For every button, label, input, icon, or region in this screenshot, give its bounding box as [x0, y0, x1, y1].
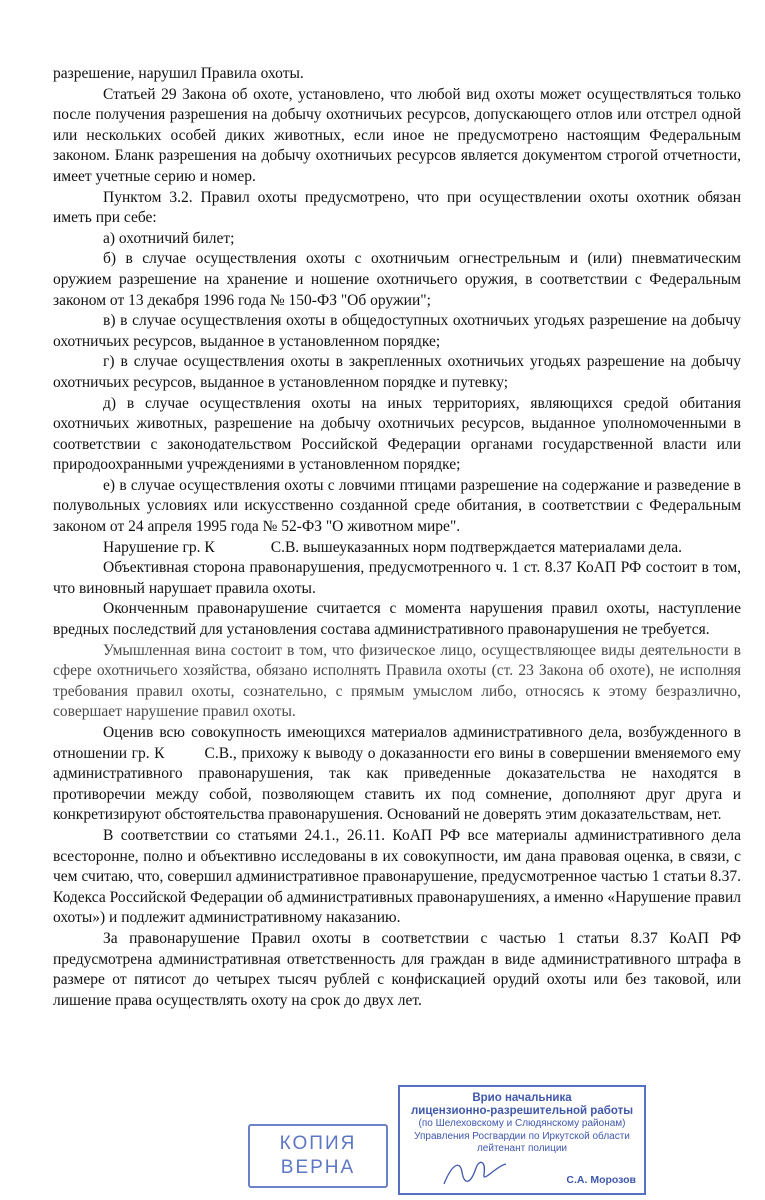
list-item-d: д) в случае осуществления охоты на иных территориях, являющихся средой обитания охотничьих животных, разрешение на добычу охотничьих ресурсов, выданное уполномоченными в соответствии с законодательством Российской Федерации органами государственной власти или природоохранными учреждениями в установленном порядке; — [53, 394, 741, 474]
stamp-line4: Управления Росгвардии по Иркутской области — [414, 1130, 630, 1142]
list-item-e: е) в случае осуществления охоты с ловчими птицами разрешение на содержание и разведение в полувольных условиях или искусственно созданной среде обитания, в соответствии с Федеральным законом от 24 апреля 1995 года № 52-ФЗ "О животном мире". — [53, 476, 741, 536]
signature-icon — [440, 1156, 510, 1190]
stamp-copy-line1: КОПИЯ — [279, 1133, 357, 1154]
stamp-line3: (по Шелеховскому и Слюдянскому районам) — [418, 1118, 626, 1129]
document-body — [53, 64, 741, 1011]
stamp-title2: лицензионно-разрешительной работы — [410, 1105, 634, 1117]
copy-certified-stamp — [248, 1124, 388, 1188]
paragraph-rules-3-2: Пунктом 3.2. Правил охоты предусмотрено, что при осуществлении охоты охотник обязан иметь при себе: — [53, 188, 741, 227]
paragraph-liability: За правонарушение Правил охоты в соответствии с частью 1 статьи 8.37 КоАП РФ предусмотрена административная ответственность для граждан в виде административного штрафа в размере от пятисот до четырех тысяч рублей с конфискацией орудий охоты или без таковой, или лишение права осуществлять охоту на срок до двух лет. — [53, 929, 741, 1009]
paragraph-continuation: разрешение, нарушил Правила охоты. — [53, 65, 304, 82]
official-signature-stamp — [398, 1085, 646, 1195]
list-item-b: б) в случае осуществления охоты с охотничьим огнестрельным и (или) пневматическим оружием разрешение на хранение и ношение охотничьего оружия, в соответствии с Федеральным законом от 13 декабря 1996 года № 150-ФЗ "Об оружии"; — [53, 250, 741, 309]
list-item-v: в) в случае осуществления охоты в общедоступных охотничьих угодьях разрешение на добычу охотничьих ресурсов, выданное в установленном порядке; — [53, 312, 741, 350]
paragraph-violation — [53, 538, 741, 559]
stamp-line5: лейтенант полиции — [476, 1143, 568, 1154]
paragraph-article-29: Статьей 29 Закона об охоте, установлено, что любой вид охоты может осуществляться только после получения разрешения на добычу охотничьих ресурсов, допускающего отлов или отстрел одной или нескольких особей диких животных, если иное не предусмотрено настоящим Федеральным законом. Бланк разрешения на добычу охотничьих ресурсов является документом строгой отчетности, имеет учетные серию и номер. — [53, 85, 741, 185]
violation-suffix: С.В. вышеуказанных норм подтверждается материалами дела. — [270, 538, 683, 556]
stamp-title1: Врио начальника — [472, 1092, 572, 1104]
signature-row — [400, 1164, 644, 1190]
stamp-copy-line2: ВЕРНА — [280, 1157, 356, 1178]
paragraph-assessment — [53, 723, 741, 826]
list-item-a: а) охотничий билет; — [103, 229, 235, 247]
paragraph-intentional-guilt: Умышленная вина состоит в том, что физическое лицо, осуществляющее виды деятельности в сфере охотничьего хозяйства, обязано исполнять Правила охоты (ст. 23 Закона об охоте), не исполняя требования правил охоты, сознательно, с прямым умыслом либо, относясь к этому безразлично, совершает нарушение правил охоты. — [53, 641, 741, 721]
paragraph-objective-side: Объективная сторона правонарушения, предусмотренного ч. 1 ст. 8.37 КоАП РФ состоит в том, что виновный нарушает правила охоты. — [53, 559, 741, 597]
violation-prefix: Нарушение гр. К — [103, 538, 215, 556]
assessment-prefix: Оценив всю совокупность имеющихся материалов административного дела, возбужденного в отношении гр. К — [53, 724, 741, 762]
signatory-name: С.А. Морозов — [566, 1173, 636, 1186]
list-item-g: г) в случае осуществления охоты в закрепленных охотничьих угодьях разрешение на добычу охотничьих ресурсов, выданное в установленном порядке и путевку; — [53, 353, 741, 391]
paragraph-articles-24-26: В соответствии со статьями 24.1., 26.11. КоАП РФ все материалы административного дела всесторонне, полно и объективно исследованы в их совокупности, им дана правовая оценка, в связи, с чем считаю, что, совершил административное правонарушение, предусмотренное частью 1 статьи 8.37. Кодекса Российской Федерации об административных правонарушениях, а именно «Нарушение правил охоты») и подлежит административному наказанию. — [53, 826, 741, 927]
assessment-suffix: С.В., прихожу к выводу о доказанности его вины в совершении вменяемого ему административного правонарушения, так как приведенные доказательства не находятся в противоречии между собой, позволяющем ставить их под сомнение, дополняют друг друга и конкретизируют обстоятельства правонарушения. Оснований не доверять этим доказательствам, нет. — [53, 744, 741, 824]
paragraph-completed-offense: Оконченным правонарушение считается с момента нарушения правил охоты, наступление вредных последствий для установления состава административного правонарушения не требуется. — [53, 600, 741, 639]
